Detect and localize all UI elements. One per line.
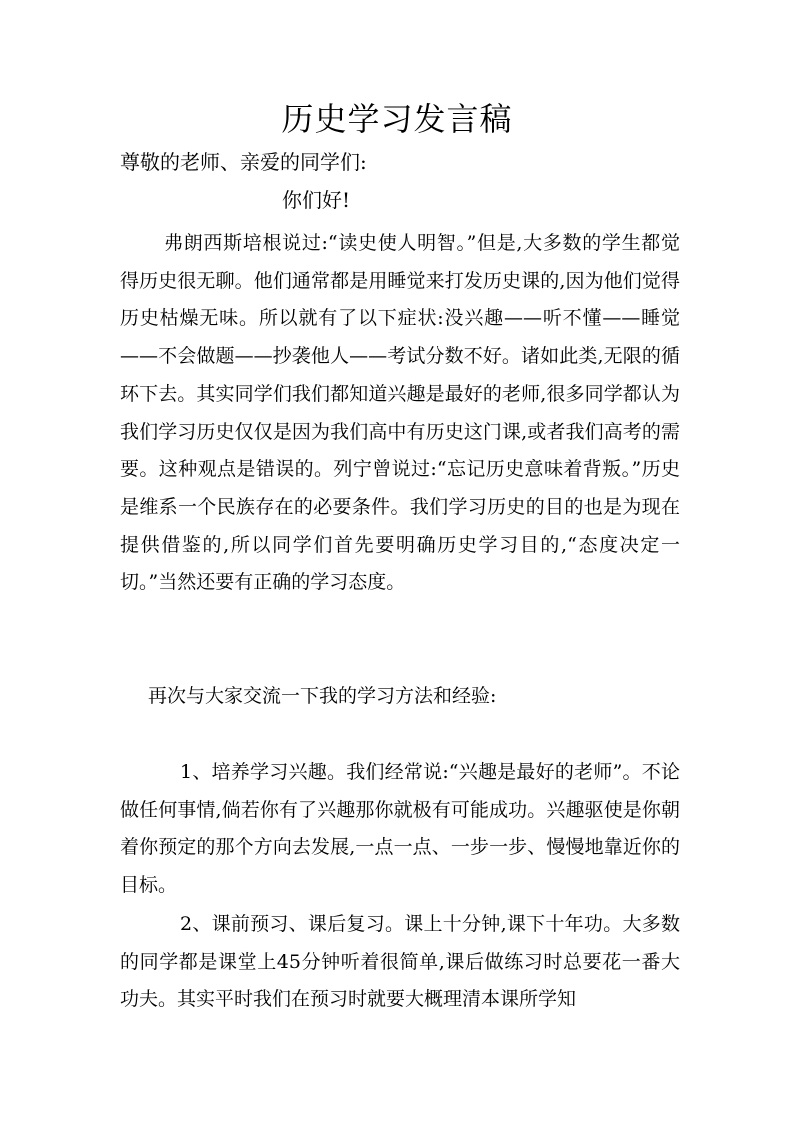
salutation: 尊敬的老师、亲爱的同学们: (120, 150, 367, 174)
paragraph-method-1: 1、培养学习兴趣。我们经常说:“兴趣是最好的老师”。不论做任何事情,倘若你有了兴趣那你就极有可能成功。兴趣驱使是你朝着你预定的那个方向去发展,一点一点、一步一步、慢慢地靠近你的目标。 (120, 761, 680, 897)
greeting: 你们好! (282, 188, 351, 212)
document-title: 历史学习发言稿 (281, 100, 513, 138)
paragraph-intro: 弗朗西斯培根说过:“读史使人明智。”但是,大多数的学生都觉得历史很无聊。他们通常都是用睡觉来打发历史课的,因为他们觉得历史枯燥无味。所以就有了以下症状:没兴趣——听不懂——睡觉——不会做题——抄袭他人——考试分数不好。诸如此类,无限的循环下去。其实同学们我们都知道兴趣是最好的老师,很多同学都认为我们学习历史仅仅是因为我们高中有历史这门课,或者我们高考的需要。这种观点是错误的。列宁曾说过:“忘记历史意味着背叛。”历史是维系一个民族存在的必要条件。我们学习历史的目的也是为现在提供借鉴的,所以同学们首先要明确历史学习目的,“态度决定一切。”当然还要有正确的学习态度。 (120, 232, 680, 594)
paragraph-methods-heading: 再次与大家交流一下我的学习方法和经验: (148, 685, 497, 707)
paragraph-method-2: 2、课前预习、课后复习。课上十分钟,课下十年功。大多数的同学都是课堂上45分钟听着很简单,课后做练习时总要花一番大功夫。其实平时我们在预习时就要大概理清本课所学知 (120, 913, 680, 1011)
